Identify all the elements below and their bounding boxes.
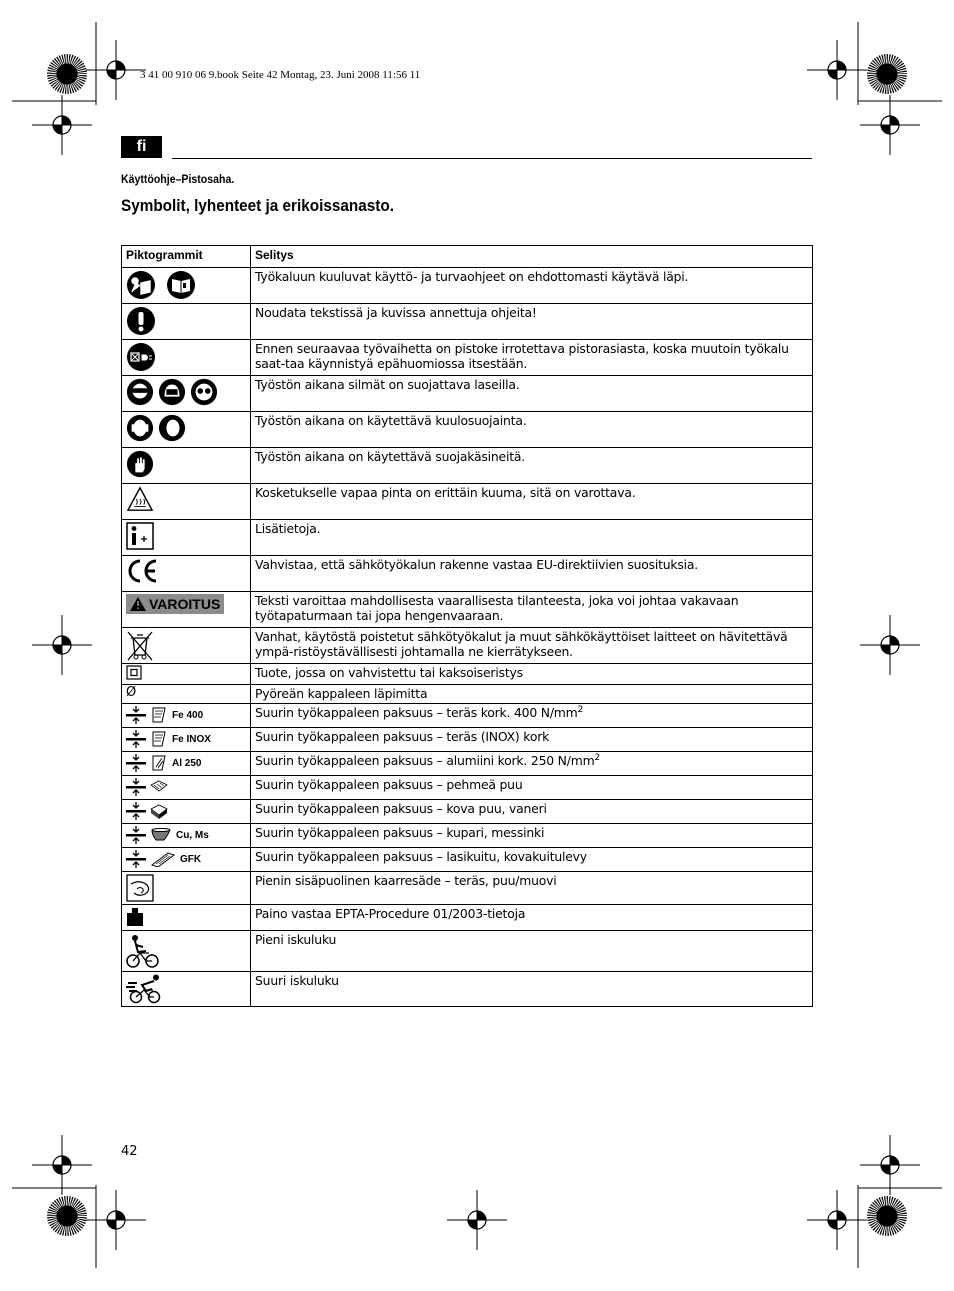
thickness-icon — [126, 850, 146, 868]
pictogram-cell — [122, 931, 251, 972]
thickness-icon — [126, 754, 146, 772]
thickness-icon — [126, 730, 146, 748]
table-row — [122, 520, 813, 556]
column-header-description: Selitys — [251, 246, 813, 268]
safety-glasses-icon — [190, 378, 218, 406]
table-row — [122, 972, 813, 1007]
description-cell: Työkaluun kuuluvat käyttö- ja turvaohjeet on ehdottomasti käytävä läpi. — [251, 268, 813, 304]
table-row — [122, 931, 813, 972]
description-cell: Työstön aikana on käytettävä kuulosuojainta. — [251, 412, 813, 448]
pictogram-cell — [122, 376, 251, 412]
table-row — [122, 905, 813, 931]
pictogram-cell — [122, 728, 251, 752]
diameter-icon: Ø — [126, 685, 137, 700]
description-cell: Työstön aikana silmät on suojattava laseilla. — [251, 376, 813, 412]
pictogram-cell — [122, 905, 251, 931]
gloves-icon — [126, 450, 154, 478]
pictogram-cell — [122, 520, 251, 556]
hot-surface-icon — [126, 486, 154, 512]
print-header: 3 41 00 910 06 9.book Seite 42 Montag, 23. Juni 2008 11:56 11 — [140, 69, 421, 81]
steel-plate-icon — [150, 730, 168, 748]
material-label: Al 250 — [172, 757, 202, 769]
table-row — [122, 484, 813, 520]
description-cell: Teksti varoittaa mahdollisesta vaarallisesta tilanteesta, joka voi johtaa vakavaan työtapaturmaan tai jopa hengenvaaraan. — [251, 592, 813, 628]
fiberglass-icon — [150, 851, 176, 867]
description-cell: Ennen seuraavaa työvaihetta on pistoke irrotettava pistorasiasta, koska muutoin työkalu saat-taa käynnistyä epähuomiossa itsestään. — [251, 340, 813, 376]
exclamation-icon — [126, 306, 156, 336]
slow-cyclist-icon — [126, 933, 160, 969]
pictogram-cell — [122, 824, 251, 848]
thickness-icon — [126, 706, 146, 724]
pictogram-cell — [122, 340, 251, 376]
description-cell: Pyöreän kappaleen läpimitta — [251, 685, 813, 704]
manual-book-icon — [166, 270, 196, 300]
table-header-row — [122, 246, 813, 268]
pictogram-cell — [122, 268, 251, 304]
thickness-icon — [126, 778, 146, 796]
description-cell: Noudata tekstissä ja kuvissa annettuja ohjeita! — [251, 304, 813, 340]
pictogram-cell — [122, 800, 251, 824]
pictogram-cell — [122, 592, 251, 628]
copper-pipe-icon — [150, 827, 172, 843]
pictogram-cell — [122, 556, 251, 592]
table-row — [122, 592, 813, 628]
table-row — [122, 848, 813, 872]
language-tab: fi — [121, 136, 162, 158]
hard-wood-icon — [150, 803, 168, 819]
weight-icon — [126, 907, 144, 927]
pictogram-cell — [122, 664, 251, 685]
table-row — [122, 340, 813, 376]
read-manual-icon — [126, 270, 156, 300]
page-number: 42 — [121, 1144, 138, 1159]
pictogram-cell — [122, 752, 251, 776]
pictogram-cell — [122, 412, 251, 448]
pictogram-cell — [122, 704, 251, 728]
unplug-icon — [126, 342, 156, 372]
table-row — [122, 824, 813, 848]
superscript: 2 — [577, 704, 584, 715]
table-row — [122, 664, 813, 685]
fast-cyclist-icon — [126, 974, 164, 1004]
description-cell: Vahvistaa, että sähkötyökalun rakenne vastaa EU-direktiivien suosituksia. — [251, 556, 813, 592]
table-row — [122, 628, 813, 664]
pictogram-cell — [122, 972, 251, 1007]
pictogram-cell — [122, 776, 251, 800]
superscript: 2 — [594, 752, 600, 763]
crossed-bin-icon — [126, 630, 154, 662]
table-row — [122, 376, 813, 412]
description-cell: Pieni iskuluku — [251, 931, 813, 972]
description-cell: Suurin työkappaleen paksuus – teräs (INOX) kork — [251, 728, 813, 752]
pictogram-cell — [122, 484, 251, 520]
symbols-table — [121, 245, 813, 1007]
doc-kicker: Käyttöohje–Pistosaha. — [121, 172, 235, 186]
table-row — [122, 412, 813, 448]
aluminium-icon — [150, 754, 168, 772]
table-row — [122, 685, 813, 704]
description-text: Suurin työkappaleen paksuus – alumiini kork. 250 N/mm — [255, 753, 595, 768]
curve-radius-icon — [126, 874, 154, 902]
description-cell: Pienin sisäpuolinen kaarresäde – teräs, puu/muovi — [251, 872, 813, 905]
thickness-icon — [126, 802, 146, 820]
table-row — [122, 304, 813, 340]
description-cell: Suuri iskuluku — [251, 972, 813, 1007]
thickness-icon — [126, 826, 146, 844]
material-label: Fe INOX — [172, 733, 211, 745]
description-cell: Suurin työkappaleen paksuus – kova puu, vaneri — [251, 800, 813, 824]
description-cell: Tuote, jossa on vahvistettu tai kaksoiseristys — [251, 664, 813, 685]
table-row — [122, 268, 813, 304]
pictogram-cell — [122, 685, 251, 704]
ear-muffs-icon — [158, 414, 186, 442]
table-row — [122, 448, 813, 484]
face-shield-icon — [158, 378, 186, 406]
material-label: Fe 400 — [172, 709, 204, 721]
warning-triangle-icon — [130, 597, 146, 611]
description-cell: Suurin työkappaleen paksuus – lasikuitu, kovakuitulevy — [251, 848, 813, 872]
description-cell: Suurin työkappaleen paksuus – pehmeä puu — [251, 776, 813, 800]
steel-plate-icon — [150, 706, 168, 724]
material-label: GFK — [180, 853, 202, 865]
pictogram-cell — [122, 304, 251, 340]
table-row — [122, 752, 813, 776]
description-cell — [251, 704, 813, 728]
ce-mark-icon — [126, 558, 160, 584]
table-row — [122, 728, 813, 752]
column-header-pictograms: Piktogrammit — [122, 246, 251, 268]
table-row — [122, 704, 813, 728]
material-label: Cu, Ms — [176, 829, 209, 841]
pictogram-cell — [122, 848, 251, 872]
warning-badge-label: VAROITUS — [149, 596, 221, 612]
pictogram-cell — [122, 628, 251, 664]
description-text: Suurin työkappaleen paksuus – teräs kork. 400 N/mm — [255, 705, 578, 720]
double-insulation-icon — [126, 665, 142, 680]
soft-wood-icon — [150, 779, 168, 795]
description-cell: Kosketukselle vapaa pinta on erittäin kuuma, sitä on varottava. — [251, 484, 813, 520]
header-rule — [172, 158, 812, 159]
description-cell — [251, 752, 813, 776]
description-cell: Vanhat, käytöstä poistetut sähkötyökalut ja muut sähkökäyttöiset laitteet on hävitettävä ympä-ristöystävällisesti johtamalla ne kierrätykseen. — [251, 628, 813, 664]
description-cell: Työstön aikana on käytettävä suojakäsineitä. — [251, 448, 813, 484]
table-row — [122, 800, 813, 824]
ear-protection-icon — [126, 414, 154, 442]
goggles-icon — [126, 378, 154, 406]
description-cell: Paino vastaa EPTA-Procedure 01/2003-tietoja — [251, 905, 813, 931]
description-cell: Lisätietoja. — [251, 520, 813, 556]
table-row — [122, 872, 813, 905]
warning-badge — [126, 594, 224, 614]
pictogram-cell — [122, 448, 251, 484]
description-cell: Suurin työkappaleen paksuus – kupari, messinki — [251, 824, 813, 848]
table-row — [122, 556, 813, 592]
section-title: Symbolit, lyhenteet ja erikoissanasto. — [121, 196, 394, 215]
pictogram-cell — [122, 872, 251, 905]
table-row — [122, 776, 813, 800]
info-icon — [126, 522, 154, 550]
